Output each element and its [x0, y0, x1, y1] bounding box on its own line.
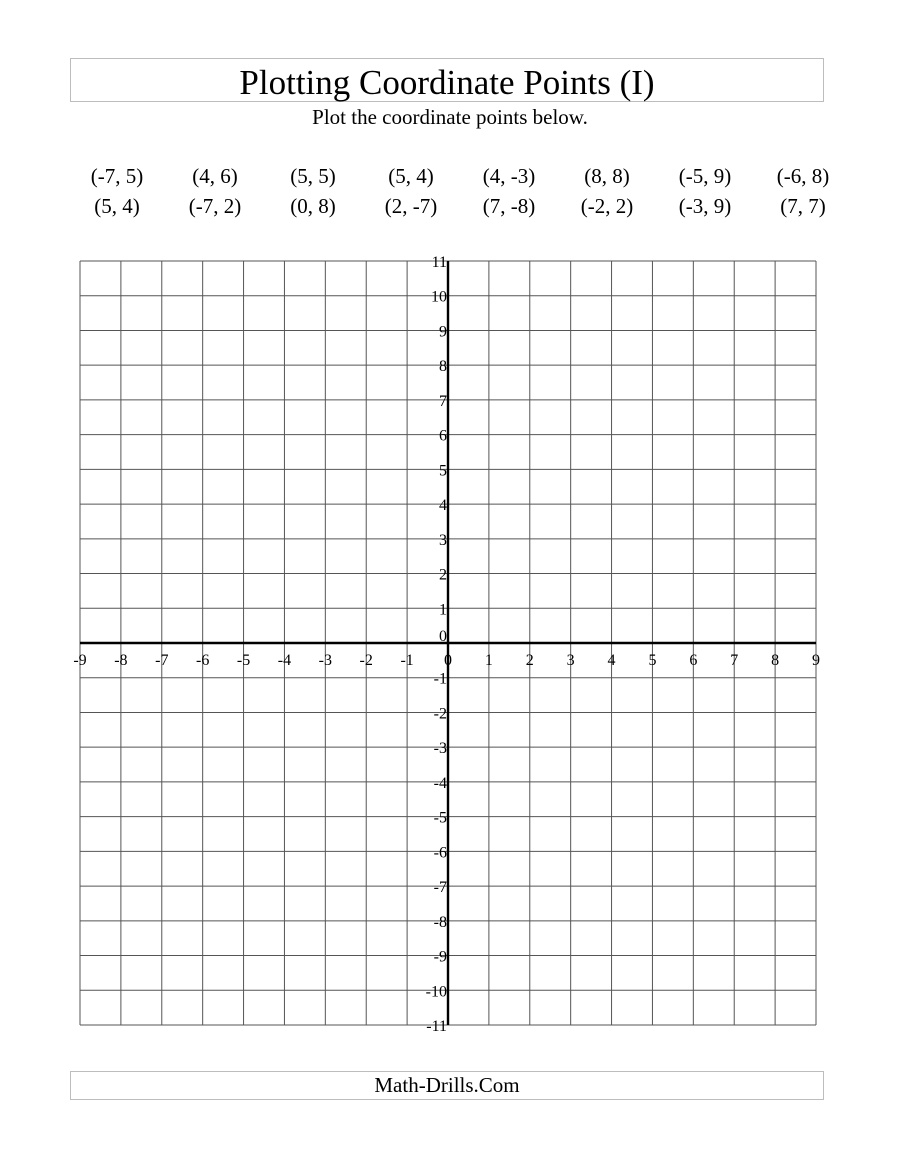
y-tick-label: 8 — [439, 358, 447, 376]
y-tick-label: 10 — [431, 288, 447, 306]
coordinate-point: (-7, 5) — [90, 164, 144, 188]
y-tick-label: 9 — [439, 323, 447, 341]
x-tick-label: -6 — [196, 652, 210, 669]
y-tick-label: 6 — [439, 427, 447, 445]
x-tick-label: 4 — [607, 652, 616, 669]
x-tick-label: -9 — [73, 652, 87, 669]
y-tick-label: 2 — [439, 566, 447, 584]
page-title: Plotting Coordinate Points (I) — [239, 62, 655, 102]
x-tick-label: 3 — [566, 652, 575, 669]
y-tick-label: -8 — [433, 913, 447, 931]
coordinate-point: (7, -8) — [482, 194, 536, 218]
footer-box — [70, 1071, 824, 1100]
coordinate-point: (0, 8) — [290, 194, 336, 218]
x-tick-label: -1 — [400, 652, 414, 669]
x-tick-label: 8 — [771, 652, 780, 669]
coordinate-point: (-6, 8) — [776, 164, 830, 188]
footer-brand: Math-Drills.Com — [374, 1073, 520, 1097]
x-tick-label: 5 — [648, 652, 657, 669]
coordinate-point: (2, -7) — [384, 194, 438, 218]
coordinate-point: (5, 4) — [94, 194, 140, 218]
y-tick-label: 3 — [439, 531, 447, 549]
x-tick-label: 1 — [484, 652, 493, 669]
y-tick-label: -11 — [426, 1018, 447, 1035]
x-tick-label: -2 — [359, 652, 373, 669]
y-tick-label: 5 — [439, 462, 447, 480]
y-tick-label: 1 — [439, 601, 447, 619]
y-tick-label: -1 — [433, 670, 447, 688]
y-tick-label: -5 — [433, 809, 447, 827]
x-tick-label: -7 — [155, 652, 169, 669]
x-tick-label: -8 — [114, 652, 128, 669]
x-tick-label: 0 — [444, 652, 452, 669]
y-tick-label: 7 — [439, 392, 447, 410]
y-tick-label: -2 — [433, 705, 447, 723]
coordinate-point: (5, 4) — [388, 164, 434, 188]
coordinate-point: (5, 5) — [290, 164, 336, 188]
y-tick-label: 11 — [431, 254, 447, 271]
x-tick-label: -5 — [236, 652, 251, 669]
y-tick-label: -9 — [433, 948, 447, 966]
y-tick-label: 4 — [439, 497, 447, 515]
coordinate-point: (4, -3) — [482, 164, 536, 188]
x-tick-label: 6 — [689, 652, 698, 669]
x-tick-label: 2 — [525, 652, 534, 669]
coordinate-point: (-3, 9) — [678, 194, 732, 218]
coordinate-point: (-7, 2) — [188, 194, 242, 218]
y-tick-label: -6 — [433, 844, 447, 862]
x-tick-label: 9 — [812, 652, 820, 669]
y-tick-label: -4 — [433, 774, 447, 792]
y-tick-label: -3 — [433, 740, 447, 758]
coordinate-point: (8, 8) — [584, 164, 630, 188]
y-tick-label: 0 — [439, 628, 447, 645]
y-tick-label: -7 — [433, 879, 447, 897]
coordinate-point: (4, 6) — [192, 164, 238, 188]
coordinate-point: (-2, 2) — [580, 194, 634, 218]
coordinate-point: (7, 7) — [780, 194, 826, 218]
x-tick-label: 7 — [730, 652, 739, 669]
x-tick-label: -4 — [277, 652, 292, 669]
x-tick-label: -3 — [318, 652, 332, 669]
y-tick-label: -10 — [425, 983, 447, 1001]
coordinate-point: (-5, 9) — [678, 164, 732, 188]
instructions: Plot the coordinate points below. — [312, 105, 588, 129]
